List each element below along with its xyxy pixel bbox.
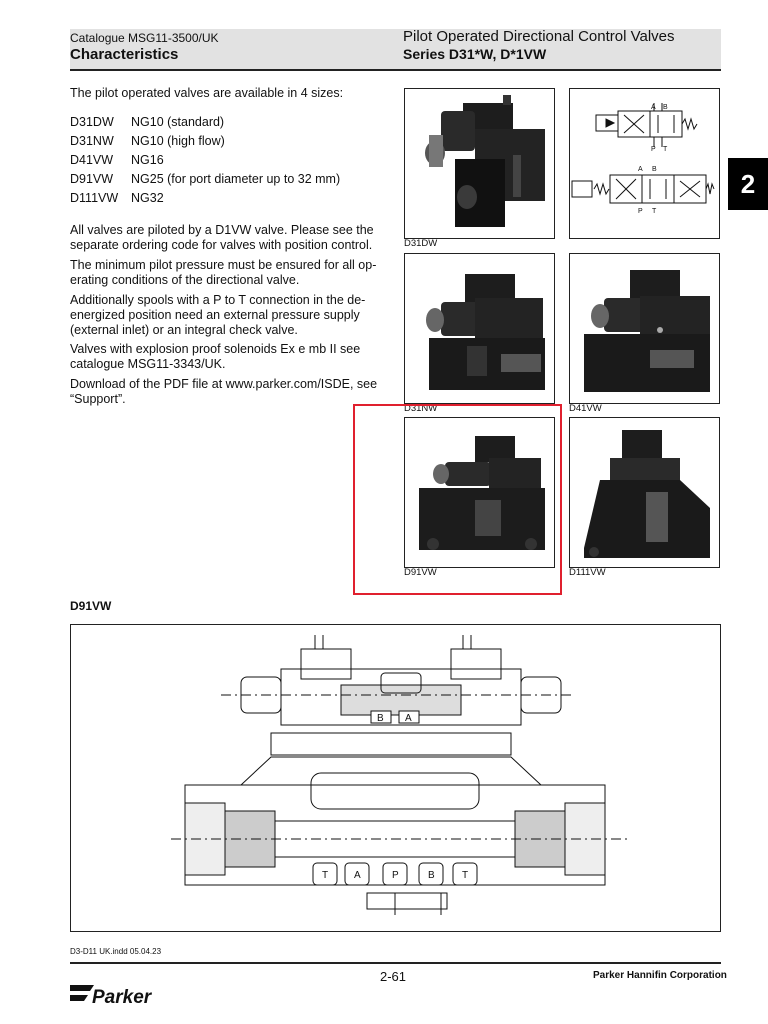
port-label-p: P [392,870,399,881]
photo-d41vw [569,253,720,404]
port-label-t2: T [462,870,469,881]
size-item: D111VW NG32 [70,191,164,205]
svg-text:T: T [663,146,668,153]
intro-text: The pilot operated valves are available in 4 sizes: [70,86,344,100]
svg-text:P: P [638,208,643,215]
svg-text:P: P [651,146,656,153]
caption-d91vw: D91VW [404,567,437,578]
svg-text:B: B [652,166,657,173]
page-number: 2-61 [380,969,407,984]
sizes-list [70,113,340,208]
svg-text:A: A [651,104,656,111]
port-label-t1: T [322,870,329,881]
footer-rule [70,962,721,964]
caption-d31nw: D31NW [404,403,438,414]
photo-d111vw [569,417,720,568]
hydraulic-symbols [569,88,720,239]
port-label-b: B [428,870,435,881]
port-label-a: A [354,870,361,881]
drawing-section-title: D91VW [70,599,112,613]
highlight-box [353,404,562,595]
paragraph-pressure: The minimum pilot pressure must be ensured for all op- erating conditions of the directional valve. [70,258,377,287]
svg-text:A: A [638,166,643,173]
parker-logo [70,979,160,1009]
file-info: D3-D11 UK.indd 05.04.23 [70,947,162,956]
page-title: Pilot Operated Directional Control Valves [403,28,675,45]
paragraph-pilot: All valves are piloted by a D1VW valve. Please see the separate ordering code for valves with position control. [70,223,374,252]
size-item: D31NW NG10 (high flow) [70,134,225,148]
paragraph-download: Download of the PDF file at www.parker.com/ISDE, see “Support”. [70,377,378,406]
svg-text:B: B [663,104,668,111]
svg-text:T: T [652,208,657,215]
pilot-port-a: A [405,713,412,724]
chapter-tab: 2 [728,158,768,210]
caption-d111vw: D111VW [569,567,606,578]
cross-section-drawing [70,624,721,932]
header-rule [70,69,721,71]
caption-d41vw: D41VW [569,403,602,414]
catalogue-number: Catalogue MSG11-3500/UK [70,31,219,45]
caption-d31dw: D31DW [404,238,438,249]
svg-text:Parker: Parker [92,987,152,1008]
size-item: D31DW NG10 (standard) [70,115,225,129]
paragraph-spools: Additionally spools with a P to T connection in the de- energized position need an external pressure supply (external inlet) or an integral check valve. [70,293,366,337]
series-title: Series D31*W, D*1VW [403,46,547,62]
paragraph-explosion: Valves with explosion proof solenoids Ex e mb II see catalogue MSG11-3343/UK. [70,342,361,371]
size-item: D41VW NG16 [70,153,164,167]
size-item: D91VW NG25 (for port diameter up to 32 mm) [70,172,341,186]
photo-d31nw [404,253,555,404]
company-name: Parker Hannifin Corporation [593,970,727,981]
photo-d31dw [404,88,555,239]
section-heading: Characteristics [70,46,179,63]
pilot-port-b: B [377,713,384,724]
